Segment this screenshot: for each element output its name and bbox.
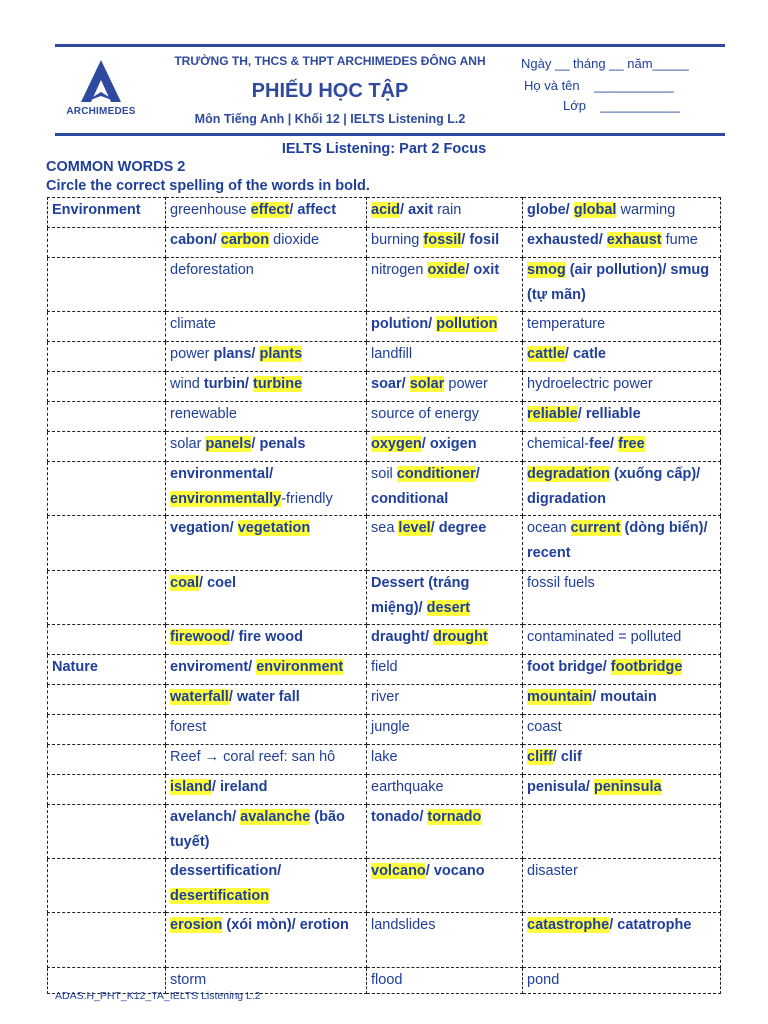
word-text: rain xyxy=(433,202,462,218)
word-text: globe/ xyxy=(527,202,574,218)
word-text: disaster xyxy=(527,863,578,879)
correct-spelling: turbine xyxy=(253,376,303,392)
word-text: Dessert (tráng miệng)/ xyxy=(371,575,470,616)
word-text: source of energy xyxy=(371,406,480,422)
word-text: / fosil xyxy=(461,232,500,248)
word-text: / catle xyxy=(564,346,606,362)
category-cell xyxy=(48,342,166,372)
word-cell xyxy=(523,571,721,625)
table-row xyxy=(48,715,721,745)
word-cell xyxy=(523,745,721,775)
word-cell xyxy=(166,859,367,913)
date-field: Ngày __ tháng __ năm_____ xyxy=(521,56,689,71)
word-cell xyxy=(367,432,523,462)
word-text: (xói mòn)/ erotion xyxy=(222,917,349,933)
word-cell xyxy=(166,745,367,775)
correct-spelling: fossil xyxy=(423,232,462,248)
word-text: soar/ xyxy=(371,376,410,392)
word-cell xyxy=(367,462,523,516)
table-row xyxy=(48,312,721,342)
word-text: flood xyxy=(371,972,403,988)
word-text: coast xyxy=(527,719,562,735)
word-cell xyxy=(367,805,523,859)
word-text: (air pollution)/ smug (tự mãn) xyxy=(527,262,710,303)
word-cell xyxy=(367,198,523,228)
word-text: / coel xyxy=(199,575,237,591)
name-field: Họ và tên ___________ xyxy=(524,78,674,93)
word-cell xyxy=(367,258,523,312)
topic-heading: IELTS Listening: Part 2 Focus xyxy=(281,141,487,157)
word-text: draught/ xyxy=(371,629,434,645)
table-row xyxy=(48,685,721,715)
table-row xyxy=(48,745,721,775)
word-cell xyxy=(523,372,721,402)
category-cell xyxy=(48,745,166,775)
correct-spelling: oxide xyxy=(427,262,466,278)
word-text: polution/ xyxy=(371,316,437,332)
logo-text: ARCHIMEDES xyxy=(66,106,136,117)
correct-spelling: environment xyxy=(256,659,344,675)
word-text: plans/ xyxy=(213,346,260,362)
word-text: cabon/ xyxy=(170,232,221,248)
category-cell xyxy=(48,685,166,715)
word-text: / ireland xyxy=(211,779,268,795)
section-title: COMMON WORDS 2 xyxy=(46,159,186,175)
word-text: (xuống cấp)/ digradation xyxy=(527,466,701,507)
word-cell xyxy=(166,372,367,402)
school-name: TRƯỜNG TH, THCS & THPT ARCHIMEDES ĐÔNG ANH xyxy=(174,54,486,68)
word-cell xyxy=(367,571,523,625)
correct-spelling: cattle xyxy=(527,346,565,362)
word-cell xyxy=(523,516,721,571)
word-cell xyxy=(523,715,721,745)
category-cell xyxy=(48,913,166,968)
word-text: / vocano xyxy=(425,863,485,879)
category-cell xyxy=(48,228,166,258)
word-text: burning xyxy=(371,232,424,248)
word-text: / clif xyxy=(552,749,582,765)
word-text: hydroelectric power xyxy=(527,376,653,392)
word-text: penisula/ xyxy=(527,779,594,795)
word-text: field xyxy=(371,659,398,675)
table-row xyxy=(48,342,721,372)
category-cell xyxy=(48,571,166,625)
correct-spelling: island xyxy=(170,779,212,795)
correct-spelling: exhaust xyxy=(606,232,662,248)
word-cell xyxy=(166,516,367,571)
word-cell xyxy=(166,228,367,258)
word-text: enviroment/ xyxy=(170,659,257,675)
correct-spelling: smog xyxy=(527,262,566,278)
word-cell xyxy=(523,805,721,859)
correct-spelling: global xyxy=(573,202,617,218)
word-text: / oxit xyxy=(465,262,500,278)
word-text: (dòng biển)/ recent xyxy=(527,520,708,561)
table-row xyxy=(48,775,721,805)
word-cell xyxy=(523,312,721,342)
word-text: soil xyxy=(371,466,397,482)
correct-spelling: environmentally xyxy=(170,491,282,507)
correct-spelling: free xyxy=(618,436,645,452)
word-text: fee/ xyxy=(589,436,619,452)
word-text: warming xyxy=(616,202,676,218)
word-cell xyxy=(523,625,721,655)
word-cell xyxy=(166,462,367,516)
word-text: -friendly xyxy=(281,491,333,507)
word-text: power xyxy=(170,346,214,362)
subject-line: Môn Tiếng Anh | Khối 12 | IELTS Listening L.2 xyxy=(194,112,466,126)
correct-spelling: desertification xyxy=(170,888,270,904)
category-cell xyxy=(48,402,166,432)
word-cell xyxy=(166,258,367,312)
word-text: / catatrophe xyxy=(609,917,692,933)
word-cell xyxy=(367,655,523,685)
word-cell xyxy=(166,913,367,968)
word-text: / degree xyxy=(430,520,487,536)
correct-spelling: catastrophe xyxy=(527,917,610,933)
word-cell xyxy=(166,775,367,805)
word-text: vegation/ xyxy=(170,520,238,536)
word-cell xyxy=(367,685,523,715)
word-cell xyxy=(523,775,721,805)
word-text: exhausted/ xyxy=(527,232,607,248)
word-text: foot bridge/ xyxy=(527,659,611,675)
word-cell xyxy=(523,402,721,432)
word-text: fume xyxy=(661,232,698,248)
correct-spelling: tornado xyxy=(427,809,482,825)
word-text: dioxide xyxy=(269,232,320,248)
table-row xyxy=(48,625,721,655)
word-text: landslides xyxy=(371,917,436,933)
correct-spelling: firewood xyxy=(170,629,231,645)
word-text: fossil fuels xyxy=(527,575,595,591)
correct-spelling: volcano xyxy=(371,863,426,879)
correct-spelling: drought xyxy=(433,629,488,645)
word-text: tonado/ xyxy=(371,809,428,825)
word-cell xyxy=(166,625,367,655)
correct-spelling: oxygen xyxy=(371,436,422,452)
word-text: contaminated = polluted xyxy=(527,629,682,645)
category-cell xyxy=(48,462,166,516)
word-text: environmental/ xyxy=(170,466,274,482)
header-bottom-rule xyxy=(55,133,725,136)
word-table xyxy=(47,197,721,994)
correct-spelling: peninsula xyxy=(593,779,662,795)
word-cell xyxy=(367,402,523,432)
table-row xyxy=(48,462,721,516)
word-cell xyxy=(523,462,721,516)
word-cell xyxy=(367,312,523,342)
word-cell xyxy=(166,715,367,745)
word-text: / penals xyxy=(251,436,306,452)
word-cell xyxy=(166,805,367,859)
word-cell xyxy=(523,258,721,312)
word-text: turbin/ xyxy=(203,376,253,392)
correct-spelling: vegetation xyxy=(237,520,311,536)
word-text: greenhouse xyxy=(170,202,251,218)
table-row xyxy=(48,859,721,913)
word-cell xyxy=(523,913,721,968)
footer-code: ADAS.H_PHT_K12_TA_IELTS Listening L.2 xyxy=(55,990,261,1002)
word-cell xyxy=(523,432,721,462)
word-cell xyxy=(367,228,523,258)
word-cell xyxy=(367,775,523,805)
word-cell xyxy=(367,859,523,913)
category-cell xyxy=(48,625,166,655)
correct-spelling: reliable xyxy=(527,406,578,422)
correct-spelling: degradation xyxy=(527,466,610,482)
correct-spelling: waterfall xyxy=(170,689,229,705)
word-text: / oxigen xyxy=(421,436,477,452)
correct-spelling: cliff xyxy=(527,749,553,765)
class-field: Lớp ___________ xyxy=(563,98,680,113)
table-row xyxy=(48,198,721,228)
correct-spelling: current xyxy=(570,520,621,536)
category-cell: Nature xyxy=(48,655,166,685)
word-text: sea xyxy=(371,520,399,536)
correct-spelling: carbon xyxy=(220,232,270,248)
correct-spelling: avalanche xyxy=(240,809,311,825)
word-text: river xyxy=(371,689,400,705)
word-text: chemical- xyxy=(527,436,590,452)
word-cell xyxy=(523,198,721,228)
word-text: / moutain xyxy=(592,689,657,705)
word-text: wind xyxy=(170,376,204,392)
correct-spelling: level xyxy=(398,520,431,536)
category-cell xyxy=(48,312,166,342)
word-text: solar xyxy=(170,436,206,452)
table-row xyxy=(48,805,721,859)
correct-spelling: conditioner xyxy=(396,466,476,482)
word-cell xyxy=(367,968,523,994)
table-row xyxy=(48,571,721,625)
word-cell xyxy=(523,968,721,994)
category-cell xyxy=(48,258,166,312)
word-text: / fire wood xyxy=(230,629,303,645)
correct-spelling: desert xyxy=(426,600,471,616)
word-text: / axit xyxy=(400,202,434,218)
word-cell xyxy=(367,372,523,402)
word-cell xyxy=(367,913,523,968)
correct-spelling: effect xyxy=(250,202,290,218)
category-cell xyxy=(48,805,166,859)
correct-spelling: plants xyxy=(259,346,303,362)
correct-spelling: mountain xyxy=(527,689,593,705)
word-text: pond xyxy=(527,972,560,988)
header-top-rule xyxy=(55,44,725,47)
correct-spelling: pollution xyxy=(436,316,498,332)
word-cell xyxy=(523,228,721,258)
word-text: forest xyxy=(170,719,207,735)
word-cell xyxy=(166,312,367,342)
word-text: power xyxy=(444,376,488,392)
word-cell xyxy=(523,685,721,715)
word-cell xyxy=(166,402,367,432)
word-cell xyxy=(367,715,523,745)
word-text: (bão tuyết) xyxy=(170,809,345,850)
word-text: climate xyxy=(170,316,216,332)
correct-spelling: solar xyxy=(409,376,445,392)
table-row xyxy=(48,372,721,402)
word-cell xyxy=(166,685,367,715)
correct-spelling: acid xyxy=(371,202,401,218)
document-title: PHIẾU HỌC TẬP xyxy=(251,80,409,102)
word-cell xyxy=(166,655,367,685)
correct-spelling: erosion xyxy=(170,917,223,933)
word-text: dessertification/ xyxy=(170,863,282,879)
word-cell xyxy=(367,516,523,571)
word-text: storm xyxy=(170,972,207,988)
category-cell xyxy=(48,516,166,571)
table-row xyxy=(48,655,721,685)
word-text: / relliable xyxy=(577,406,641,422)
table-row xyxy=(48,913,721,968)
table-row xyxy=(48,258,721,312)
word-cell xyxy=(166,342,367,372)
category-cell xyxy=(48,775,166,805)
word-text: lake xyxy=(371,749,398,765)
word-text: earthquake xyxy=(371,779,444,795)
instruction-text: Circle the correct spelling of the words in bold. xyxy=(46,178,370,194)
word-cell xyxy=(166,571,367,625)
word-cell xyxy=(166,432,367,462)
category-cell xyxy=(48,715,166,745)
word-text: avelanch/ xyxy=(170,809,241,825)
word-text: Reef → coral reef: san hô xyxy=(170,749,336,765)
word-cell xyxy=(367,745,523,775)
category-cell xyxy=(48,432,166,462)
word-text: nitrogen xyxy=(371,262,428,278)
word-text: / affect xyxy=(289,202,337,218)
category-cell xyxy=(48,859,166,913)
word-text: temperature xyxy=(527,316,606,332)
table-row xyxy=(48,516,721,571)
word-text: jungle xyxy=(371,719,410,735)
word-cell xyxy=(523,859,721,913)
word-text: renewable xyxy=(170,406,237,422)
word-cell xyxy=(166,198,367,228)
category-cell: Environment xyxy=(48,198,166,228)
correct-spelling: footbridge xyxy=(610,659,683,675)
correct-spelling: coal xyxy=(170,575,200,591)
word-cell xyxy=(523,342,721,372)
word-text: ocean xyxy=(527,520,571,536)
word-text: deforestation xyxy=(170,262,254,278)
table-row xyxy=(48,432,721,462)
table-row xyxy=(48,402,721,432)
word-cell xyxy=(367,342,523,372)
word-text: landfill xyxy=(371,346,413,362)
word-cell xyxy=(367,625,523,655)
category-cell xyxy=(48,372,166,402)
word-text: / conditional xyxy=(371,466,480,507)
correct-spelling: panels xyxy=(205,436,252,452)
table-row xyxy=(48,228,721,258)
word-text: / water fall xyxy=(228,689,300,705)
word-cell xyxy=(523,655,721,685)
